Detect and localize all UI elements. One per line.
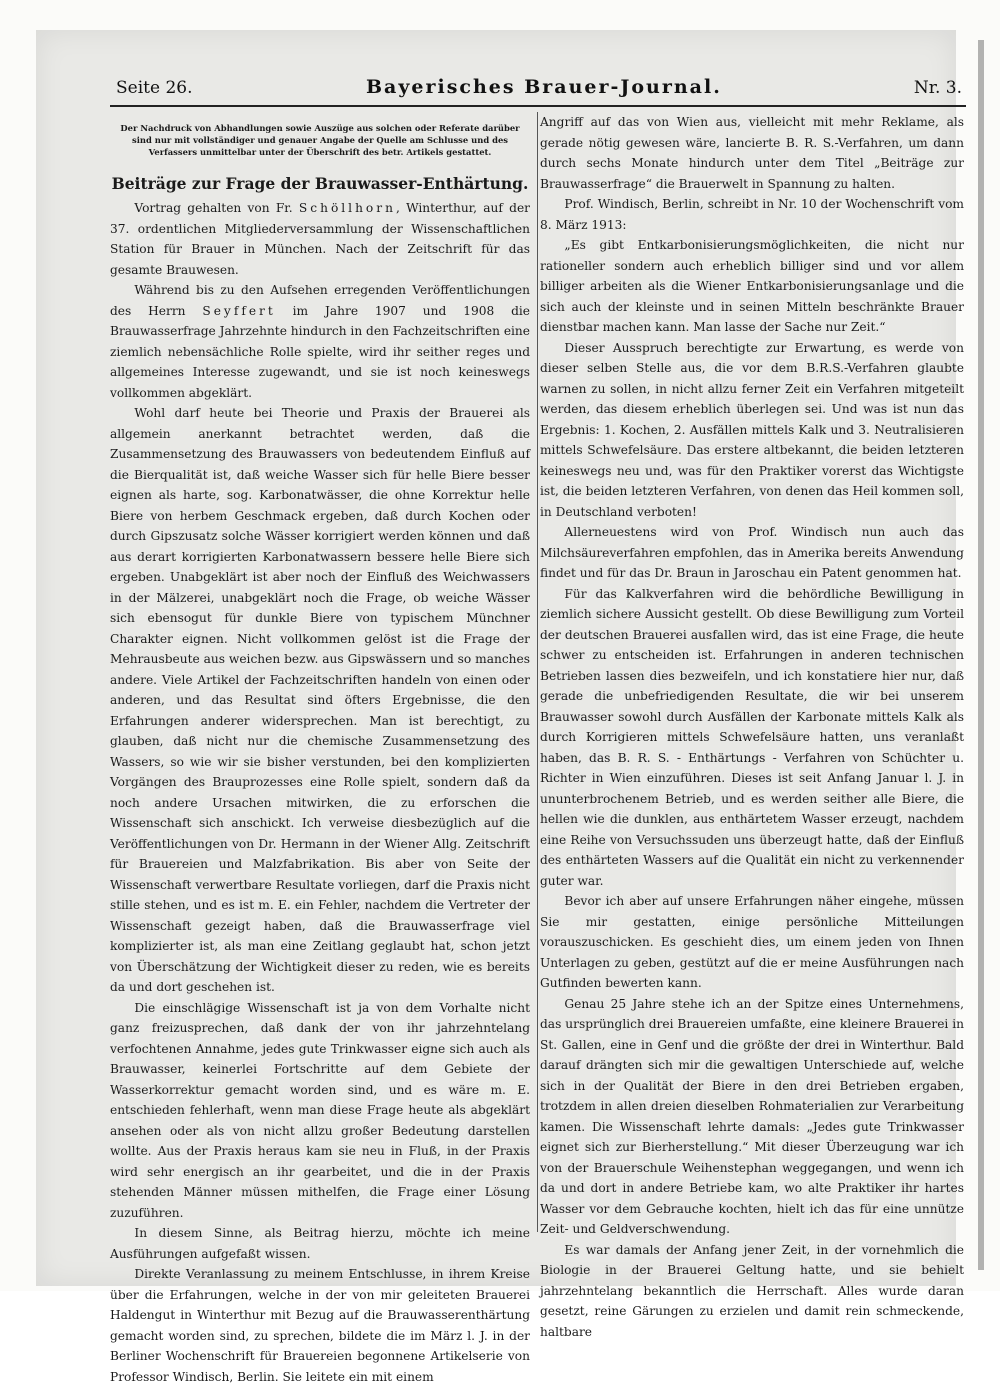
byline-suffix: , Winterthur, auf der 37. ordentlichen Mitgliederversammlung der Wissenschaftlichen Station für Brauer in München. Nach der Zeitschrift für das gesamte Brauwesen.: [110, 201, 530, 277]
article-title: Beiträge zur Frage der Brauwasser-Enthärtung.: [111, 174, 529, 193]
paragraph: In diesem Sinne, als Beitrag hierzu, möchte ich meine Ausführungen aufgefaßt wissen.: [110, 1226, 530, 1261]
paragraph: Bevor ich aber auf unsere Erfahrungen näher eingehe, müssen Sie mir gestatten, einige persönliche Mitteilungen vorauszuschicken. Es geschieht dies, um einem jeden von Ihnen Unterlagen zu geben, gestützt auf die er meine Ausführungen nach Gutfinden bewerten kann.: [540, 894, 964, 990]
right-column: [540, 112, 965, 1339]
page-edge-shadow: [978, 40, 984, 1270]
byline-prefix: Vortrag gehalten von Fr.: [134, 201, 299, 215]
paragraph: Angriff auf das von Wien aus, vielleicht mit mehr Reklame, als gerade nötig gewesen wäre, lancierte B. R. S.-Verfahren, um dann durch sechs Monate hindurch unter dem Titel „Beiträge zur Brauwasserfrage“ die Brauerwelt in Spannung zu halten.: [540, 115, 964, 191]
quote-paragraph: „Es gibt Entkarbonisierungsmöglichkeiten, die nicht nur rationeller sondern auch erheblich billiger sind und vor allem billiger arbeiten als die Wiener Entkarbonisierungsanlage und die sich auch der kleinste und in seinen Mitteln beschränkte Brauer dienstbar machen kann. Man lasse der Sache nur Zeit.“: [540, 238, 964, 334]
paragraph: Die einschlägige Wissenschaft ist ja von dem Vorhalte nicht ganz freizusprechen, daß dank der von ihr jahrzehntelang verfochtenen Annahme, jedes gute Trinkwasser eigne sich auch als Brauwasser, keinerlei Fortschritte auf dem Gebiete der Wasserkorrektur gemacht worden sind, und es wäre m. E. entschieden fehlerhaft, wenn man diese Frage heute als abgeklärt ansehen oder als von nicht allzu großer Bedeutung darstellen wollte. Aus der Praxis heraus kam sie neu in Fluß, in der Praxis wird sehr energisch an ihr gearbeitet, und die in der Praxis stehenden Männer müssen mithelfen, die Frage einer Lösung zuzuführen.: [110, 1000, 530, 1220]
paragraph: Wohl darf heute bei Theorie und Praxis der Brauerei als allgemein anerkannt betrachtet werden, daß die Zusammensetzung des Brauwassers von bedeutendem Einfluß auf die Bierqualität ist, daß weiche Wasser sich für helle Biere besser eignen als harte, sog. Karbonatwässer, die ohne Korrektur helle Biere von herbem Geschmack ergeben, daß durch Kochen oder durch Gipszusatz solche Wässer korrigiert werden können und daß aus derart korrigierten Karbonatwassern bessere helle Biere sich ergeben. Unabgeklärt ist aber noch der Einfluß des Weichwassers in der Mälzerei, unabgeklärt noch die Frage, ob weiche Wässer sich ebensogut für dunkle Biere von typischem Münchner Charakter eignen. Nicht vollkommen gelöst ist die Frage der Mehrausbeute aus weichen bezw. aus Gipswässern und so manches andere. Viele Artikel der Fachzeitschriften handeln von einen oder anderen, und das Resultat sind öfters Ergebnisse, die den Erfahrungen anderer widersprechen. Man ist berechtigt, zu glauben, daß nicht nur die chemische Zusammensetzung des Wassers, so wie wir sie bisher verstunden, bei den komplizierten Vorgängen des Brauprozesses eine Rolle spielt, sondern daß da noch andere Ursachen mitwirken, die zu erforschen die Wissenschaft sich anschickt. Ich verweise diesbezüglich auf die Veröffentlichungen von Dr. Hermann in der Wiener Allg. Zeitschrift für Brauereien und Malzfabrikation. Bis aber von Seite der Wissenschaft verwertbare Resultate vorliegen, darf die Praxis nicht stille stehen, und es ist m. E. ein Fehler, nachdem die Vertreter der Wissenschaft gezeigt haben, daß die Brauwasserfrage viel komplizierter ist, als man eine Zeitlang geglaubt hat, schon jetzt von Überschätzung der Wichtigkeit dieser zu reden, wie es bereits da und dort geschehen ist.: [110, 406, 530, 994]
paragraph: Direkte Veranlassung zu meinem Entschlusse, in ihrem Kreise über die Erfahrungen, welche in der von mir geleiteten Brauerei Haldengut in Winterthur mit Bezug auf die Brauwasserenthärtung gemacht worden sind, zu sprechen, bildete die im März l. J. in der Berliner Wochenschrift für Brauereien begonnene Artikelserie von Professor Windisch, Berlin. Sie leitete ein mit einem: [110, 1267, 530, 1384]
paragraph-text: Während bis zu den Aufsehen erregenden Veröffentlichungen des Herrn: [110, 283, 530, 318]
paragraph: [110, 280, 530, 403]
column-divider: [537, 112, 538, 1232]
header-rule: [110, 105, 966, 107]
reprint-notice: Der Nachdruck von Abhandlungen sowie Auszüge aus solchen oder Referate darüber sind nur mit vollständiger und genauer Angabe der Quelle am Schlusse und des Verfassers unmittelbar unter der Überschrift des betr. Artikels gestattet.: [120, 123, 520, 157]
paragraph-text: im Jahre 1907 und 1908 die Brauwasserfrage Jahrzehnte hindurch in den Fachzeitschriften eine ziemlich nebensächliche Rolle spielte, wird ihr seither reges und allgemeines Interesse zugewandt, und sie ist noch keineswegs vollkommen abgeklärt.: [110, 303, 530, 400]
page-number: Seite 26.: [116, 78, 193, 98]
paragraph: Prof. Windisch, Berlin, schreibt in Nr. 10 der Wochenschrift vom 8. März 1913:: [540, 197, 964, 232]
paragraph: Für das Kalkverfahren wird die behördliche Bewilligung in ziemlich sichere Aussicht gestellt. Ob diese Bewilligung zum Vorteil der deutschen Brauerei ausfallen wird, das ist eine Frage, die heute schwer zu entscheiden ist. Erfahrungen in anderen technischen Betrieben lassen dies bezweifeln, und ich konstatiere hier nur, daß gerade die unbefriedigenden Resultate, die wir bei unserem Brauwasser sowohl durch Ausfällen der Karbonate mittels Kalk als durch Korrigieren mittels Schwefelsäure hatten, uns veranlaßt haben, das B. R. S. - Enthärtungs - Verfahren von Schüchter u. Richter in Wien einzuführen. Dieses ist seit Anfang Januar l. J. in ununterbrochenem Betrieb, und es werden seither alle Biere, die hellen wie die dunklen, aus enthärtetem Wasser erzeugt, nachdem eine Reihe von Versuchssuden uns überzeugt hatte, daß der Einfluß des enthärteten Wassers auf die Qualität ein nicht zu verkennender guter war.: [540, 586, 964, 888]
paragraph: Dieser Ausspruch berechtigte zur Erwartung, es werde von dieser selben Stelle aus, die vor dem B.R.S.-Verfahren glaubte warnen zu sollen, in nicht allzu ferner Zeit ein Verfahren mitgeteilt werden, das diesem erheblich überlegen sei. Und was ist nun das Ergebnis: 1. Kochen, 2. Ausfällen mittels Kalk und 3. Neutralisieren mittels Schwefelsäure. Das erstere altbekannt, die beiden letzteren keineswegs neu und, was für den Praktiker vorerst das Wichtigste ist, die beiden letzteren Verfahren, von denen das Heil kommen soll, in Deutschland verboten!: [540, 340, 965, 519]
paragraph: Es war damals der Anfang jener Zeit, in der vornehmlich die Biologie in der Brauerei Geltung hatte, und sie behielt jahrzehntelang bekanntlich die Herrschaft. Alles wurde daran gesetzt, reine Gärungen zu erzielen und damit rein schmeckende, haltbare: [540, 1242, 964, 1339]
left-column: [110, 118, 530, 1384]
journal-title: Bayerisches Brauer-Journal.: [366, 76, 722, 98]
article-byline: [110, 198, 530, 280]
byline-author: Schöllhorn: [298, 201, 396, 215]
paragraph: Allerneuestens wird von Prof. Windisch nun auch das Milchsäureverfahren empfohlen, das in Amerika bereits Anwendung findet und für das Dr. Braun in Jaroschau ein Patent genommen hat.: [540, 525, 964, 580]
paragraph: Genau 25 Jahre stehe ich an der Spitze eines Unternehmens, das ursprünglich drei Brauereien umfaßte, eine kleinere Brauerei in St. Gallen, eine in Genf und die größte der drei in Winterthur. Bald darauf drängten sich mir die gewaltigen Unterschiede auf, welche sich in der Qualität der Biere in den drei Betrieben ergaben, trotzdem in allen dreien dieselben Rohmaterialien zur Verarbeitung kamen. Die Wissenschaft lehrte damals: „Jedes gute Trinkwasser eignet sich zur Bierherstellung.“ Mit dieser Überzeugung war ich von der Brauerschule Weihenstephan weggegangen, und wenn ich da und dort in andere Betriebe kam, wo alte Praktiker ihr hartes Wasser vor dem Gebrauche kochten, hielt ich das für eine unnütze Zeit- und Geldverschwendung.: [540, 996, 964, 1236]
person-name: Seyffert: [202, 303, 276, 318]
issue-number: Nr. 3.: [913, 78, 962, 98]
page-header: [116, 76, 962, 108]
